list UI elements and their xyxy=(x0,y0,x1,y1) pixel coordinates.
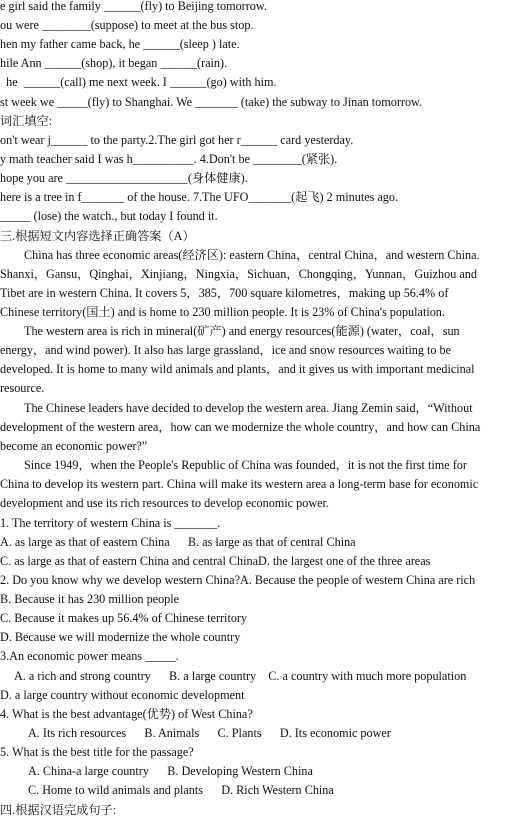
passage-line: Shanxi，Gansu，Qinghai，Xinjiang，Ningxia，Sichuan，Chongqing，Yunnan，Guizhou and xyxy=(0,267,477,281)
passage-line: become an economic power?” xyxy=(0,439,148,453)
option-line: D. Because we will modernize the whole country xyxy=(0,630,241,644)
option-line: C. as large as that of eastern China and central ChinaD. the largest one of the three areas xyxy=(0,554,431,568)
question-line: 5. What is the best title for the passage? xyxy=(0,745,194,759)
vocab-line: on't wear j______ to the party.2.The girl got her r______ card yesterday. xyxy=(0,133,354,147)
passage-line: China to develop its western part. China will make its western area a long-term base for economic xyxy=(0,477,479,491)
passage-line: Since 1949，when the People's Republic of China was founded，it is not the first time for xyxy=(24,458,467,472)
option-line: C. Home to wild animals and plants D. Rich Western China xyxy=(28,783,334,797)
exercise1-line: hen my father came back, he ______(sleep ) late. xyxy=(0,37,240,51)
passage-line: The Chinese leaders have decided to develop the western area. Jiang Zemin said，“Without xyxy=(24,401,473,415)
passage-line: Tibet are in western China. It covers 5，385，700 square kilometres，making up 56.4% of xyxy=(0,286,449,300)
section4-title: 四.根据汉语完成句子: xyxy=(0,803,117,817)
question-line: 2. Do you know why we develop western China?A. Because the people of western China are rich xyxy=(0,573,476,587)
passage-line: The western area is rich in mineral(矿产) and energy resources(能源) (water，coal，sun xyxy=(24,324,460,338)
question-line: 1. The territory of western China is _______. xyxy=(0,516,221,530)
exercise1-line: ou were ________(suppose) to meet at the bus stop. xyxy=(0,18,254,32)
vocab-line: y math teacher said I was h__________. 4.Don't be ________(紧张). xyxy=(0,152,338,166)
exercise1-line: hile Ann ______(shop), it began ______(rain). xyxy=(0,56,228,70)
passage-line: development and use its rich resources to develop economic power. xyxy=(0,496,329,510)
section3-title: 三.根据短文内容选择正确答案（A） xyxy=(0,229,195,243)
passage-line: China has three economic areas(经济区): eastern China，central China，and western China. xyxy=(24,248,480,262)
passage-line: Chinese territory(国土) and is home to 230 million people. It is 23% of China's population. xyxy=(0,305,445,319)
vocab-title: 词汇填空: xyxy=(0,114,53,128)
option-line: A. China-a large country B. Developing Western China xyxy=(28,764,313,778)
passage-line: resource. xyxy=(0,381,45,395)
option-line: C. Because it makes up 56.4% of Chinese territory xyxy=(0,611,248,625)
option-line: A. Its rich resources B. Animals C. Plants D. Its economic power xyxy=(28,726,391,740)
passage-line: energy，and wind power). It also has large grassland，ice and snow resources waiting to be xyxy=(0,343,452,357)
option-line: B. Because it has 230 million people xyxy=(0,592,180,606)
exercise1-line: e girl said the family ______(fly) to Beijing tomorrow. xyxy=(0,0,267,13)
exercise1-line: he ______(call) me next week. I ______(go) with him. xyxy=(0,75,277,89)
question-line: 4. What is the best advantage(优势) of West China? xyxy=(0,707,253,721)
vocab-line: _____ (lose) the watch., but today I found it. xyxy=(0,209,218,223)
option-line: D. a large country without economic development xyxy=(0,688,245,702)
vocab-line: hope you are ____________________(身体健康). xyxy=(0,171,248,185)
vocab-line: here is a tree in f_______ of the house. 7.The UFO_______(起飞) 2 minutes ago. xyxy=(0,190,399,204)
passage-line: development of the western area，how can we modernize the whole country，and how can China xyxy=(0,420,481,434)
option-line: A. a rich and strong country B. a large country C. a country with much more population xyxy=(14,669,467,683)
exercise1-line: st week we _____(fly) to Shanghai. We _______ (take) the subway to Jinan tomorrow. xyxy=(0,95,423,109)
question-line: 3.An economic power means _____. xyxy=(0,649,179,663)
passage-line: developed. It is home to many wild animals and plants，and it gives us with important medicinal xyxy=(0,362,475,376)
option-line: A. as large as that of eastern China B. as large as that of central China xyxy=(0,535,356,549)
